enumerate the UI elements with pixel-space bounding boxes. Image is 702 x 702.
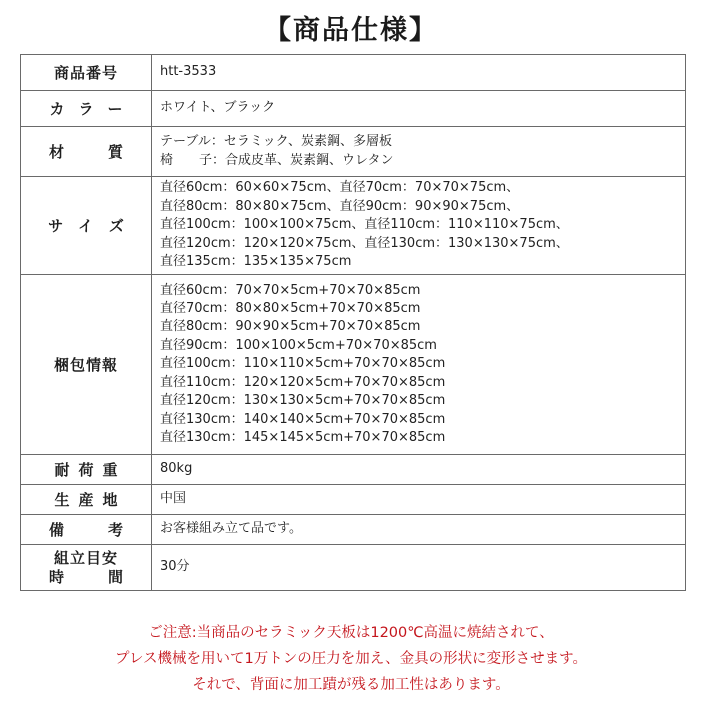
notice-line: プレス機械を用いて1万トンの圧力を加え、金具の形状に変形させます。: [115, 651, 587, 667]
row-label-note: [21, 515, 167, 545]
size-line: 直径120cm：120×120×75cm、直径130cm：130×130×75cm、: [160, 235, 569, 251]
package-line: 直径100cm：110×110×5cm+70×70×85cm: [160, 356, 446, 372]
row-label-code: [21, 55, 152, 91]
size-line: 直径100cm：100×100×75cm、直径110cm：110×110×75cm、: [160, 217, 569, 233]
row-label-assembly: [21, 545, 167, 591]
package-line: 直径60cm：70×70×5cm+70×70×85cm: [160, 282, 421, 298]
row-value-package: [152, 275, 686, 455]
package-line: 直径120cm：130×130×5cm+70×70×85cm: [160, 393, 446, 409]
table-row: [21, 177, 686, 275]
material-line: テーブル：セラミック、炭素鋼、多層板: [160, 134, 393, 150]
label-text: 生産地: [54, 491, 127, 509]
package-line: 直径70cm：80×80×5cm+70×70×85cm: [160, 301, 421, 317]
package-line: 直径130cm：145×145×5cm+70×70×85cm: [160, 429, 446, 445]
row-value-material: [152, 127, 686, 177]
row-label-package: [21, 275, 152, 455]
table-row: [21, 515, 686, 545]
label-text: カラー: [49, 100, 137, 118]
notice-text: [0, 620, 702, 698]
row-value-load: 80kg: [152, 455, 686, 485]
spec-table: [20, 54, 686, 591]
row-value-assembly: 30分: [152, 545, 686, 591]
row-label-material: [21, 127, 167, 177]
label-text: 時間: [48, 567, 167, 586]
table-row: [21, 91, 686, 127]
size-line: 直径135cm：135×135×75cm: [160, 254, 352, 270]
row-value-size: [152, 177, 686, 275]
label-text: 耐荷重: [54, 461, 127, 479]
row-label-color: [21, 91, 152, 127]
package-line: 直径110cm：120×120×5cm+70×70×85cm: [160, 374, 446, 390]
label-text: 組立目安: [53, 548, 118, 567]
label-text: 商品番号: [53, 64, 118, 82]
label-text: 梱包情報: [53, 356, 118, 374]
label-text: サイズ: [48, 217, 140, 235]
label-text: 備考: [48, 521, 167, 539]
notice-line: ご注意:当商品のセラミック天板は1200℃高温に焼結されて、: [148, 625, 554, 641]
notice-line: それで、背面に加工蹟が残る加工性はあります。: [192, 677, 510, 693]
row-label-origin: [21, 485, 152, 515]
row-value-origin: 中国: [152, 485, 686, 515]
package-line: 直径90cm：100×100×5cm+70×70×85cm: [160, 337, 437, 353]
package-line: 直径80cm：90×90×5cm+70×70×85cm: [160, 319, 421, 335]
label-text: 材質: [48, 143, 167, 161]
row-label-load: [21, 455, 152, 485]
table-row: [21, 545, 686, 591]
material-line: 椅 子：合成皮革、炭素鋼、ウレタン: [160, 152, 394, 168]
row-value-color: ホワイト、ブラック: [152, 91, 686, 127]
page-title: 【商品仕様】: [264, 15, 438, 46]
row-value-note: お客様組み立て品です。: [152, 515, 686, 545]
table-row: [21, 55, 686, 91]
table-row: [21, 455, 686, 485]
table-row: [21, 485, 686, 515]
size-line: 直径80cm：80×80×75cm、直径90cm：90×90×75cm、: [160, 198, 520, 214]
size-line: 直径60cm：60×60×75cm、直径70cm：70×70×75cm、: [160, 180, 520, 196]
table-row: [21, 127, 686, 177]
row-value-code: htt-3533: [152, 55, 686, 91]
row-label-size: [21, 177, 152, 275]
package-line: 直径130cm：140×140×5cm+70×70×85cm: [160, 411, 446, 427]
table-row: [21, 275, 686, 455]
